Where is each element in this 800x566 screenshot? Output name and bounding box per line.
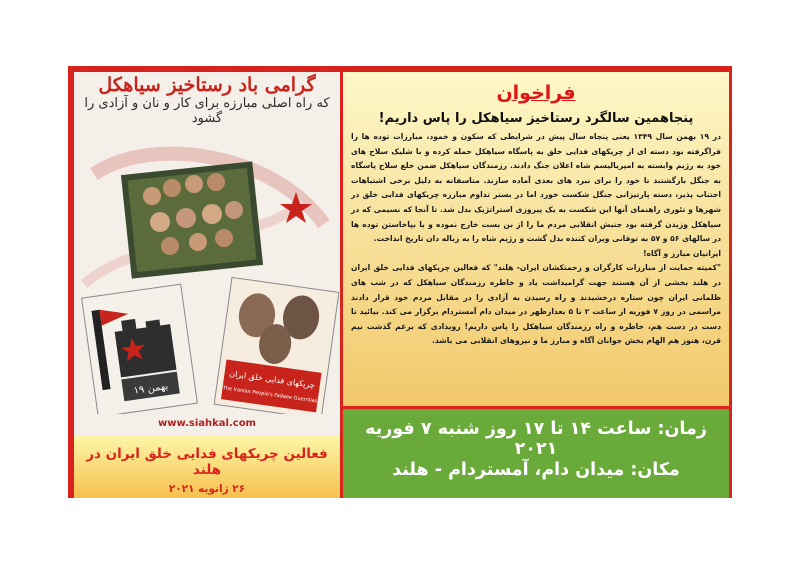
book-cover-siahkal [82,284,198,414]
publish-date: ۲۶ ژانویه ۲۰۲۱ [168,483,246,495]
poster-image [74,72,340,436]
call-label: فراخوان [496,82,576,104]
book-subtitle: The Iranian People's Fadaee Guerrillas [222,385,318,405]
announcement-paragraph: ایرانیان مبارز و آگاه! [643,248,721,258]
poster-title: گرامی باد رستاخیز سیاهکل [98,74,316,96]
poster-url: www.siahkal.com [158,418,256,429]
flyer-frame [68,66,732,498]
book-cover-fadaee [214,277,339,414]
event-time: زمان: ساعت ۱۴ تا ۱۷ روز شنبه ۷ فوریه ۲۰۲۱ [365,419,707,459]
announcement-body [351,130,721,349]
event-details [343,409,729,498]
guerrilla-photo [121,161,263,278]
announcement-heading: پنجاهمین سالگرد رستاخیز سیاهکل را پاس داریم! [378,111,694,126]
announcement-box [343,72,729,406]
left-panel [74,72,340,498]
event-place: مکان: میدان دام، آمستردام - هلند [392,460,680,480]
book-title: چریکهای فدایی خلق ایران [228,369,316,390]
announcement-paragraph: در ۱۹ بهمن سال ۱۳۴۹ یعنی پنجاه سال پیش در شرایطی که سکون و خمود، مبارزات توده ها را فراگرفته بود دسته ای از چریکهای فدایی خلق به پاسگاه سیاهکل حمله کرده و با شلیک سلاح های خود به رژیم وابسته به امپریالیسم شاه اعلان جنگ دادند. رزمندگان سیاهکل ضمن خلع سلاح پاسگاه به جنگل بازگشتند تا خود را برای نبرد های بعدی آماده سازند. متاسفانه به دلیل برخی اشتباهات اجتناب پذیر، دسته پارتیزانی جنگل شکست خورد اما در بستر تداوم مبارزه چریکهای فدایی خلق در شهرها و تئوری راهنمای آنها این شکست به یک پیروزی استراتژیک بدل شد. تا آنجا که نسیمی که در سیاهکل وزیدن گرفته بود جنبش انقلابی مردم ما را از بن بست خارج نموده و با بپاخاستن توده ها در سالهای ۵۶ و ۵۷ به توفانی ویران کننده بدل گشت و رژیم شاه را به زباله دان تاریخ انداخت. [351,132,721,244]
announcement-paragraph: "کمیته حمایت از مبارزات کارگران و زحمتکشان ایران- هلند" که فعالین چریکهای فدایی خلق ایران در هلند بخشی از آن هستند جهت گرامیداشت یاد و خاطره رزمندگان سیاهکل که در شب های ظلمانی ایران چون ستاره درخشیدند و راه رسیدن به آزادی را در مقابل مردم خود قرار دادند مراسمی در روز ۷ فوریه از ساعت ۲ تا ۵ بعدازظهر در میدان دام آمستردام برگزار می کند. بیائید تا دست در دست هم، خاطره و راه رزمندگان سیاهکل را پاس داریم! رویدادی که برغم گذشت نیم قرن، هنوز هم الهام بخش جوانان آگاه و مبارز ما و نیروهای انقلابی می باشد. [351,263,721,346]
right-panel [343,72,729,498]
organizer-caption [74,436,340,498]
organizer-title: فعالین چریکهای فدایی خلق ایران در هلند [86,446,328,478]
poster-artwork [74,114,340,414]
poster-subtitle: که راه اصلی مبارزه برای کار و نان و آزادی را گشود [84,96,330,126]
book-date: ۱۹ بهمن [132,381,169,397]
